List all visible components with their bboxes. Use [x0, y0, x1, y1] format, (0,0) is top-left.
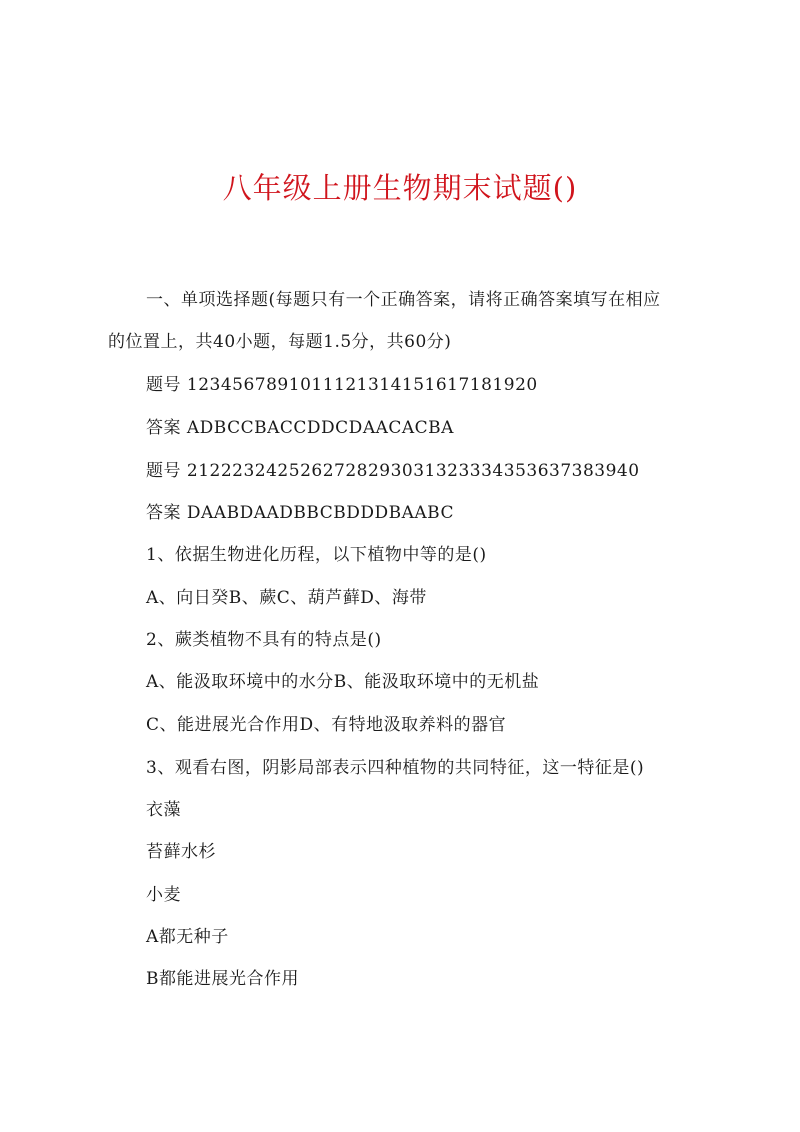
question-2: 2、蕨类植物不具有的特点是()	[146, 630, 382, 650]
answer-row-2: 答案 DAABDAADBBCBDDDBAABC	[146, 503, 454, 523]
question-2-options-cd: C、能进展光合作用D、有特地汲取养料的器官	[146, 715, 507, 735]
question-number-row-1: 题号 1234567891011121314151617181920	[146, 375, 538, 395]
question-number-row-2: 题号 2122232425262728293031323334353637383940	[146, 461, 640, 481]
question-3: 3、观看右图，阴影局部表示四种植物的共同特征，这一特征是()	[146, 758, 645, 778]
question-2-options-ab: A、能汲取环境中的水分B、能汲取环境中的无机盐	[146, 672, 540, 692]
answer-row-1: 答案 ADBCCBACCDDCDAACACBA	[146, 418, 454, 438]
question-3-option-b: B都能进展光合作用	[146, 969, 299, 989]
section-intro-line-2: 的位置上，共40小题，每题1.5分，共60分)	[108, 332, 452, 352]
question-1-options: A、向日癸B、蕨C、葫芦藓D、海带	[146, 588, 427, 608]
section-intro-line-1: 一、单项选择题(每题只有一个正确答案，请将正确答案填写在相应	[146, 290, 661, 310]
question-3-option-a: A都无种子	[146, 927, 229, 947]
page-title: 八年级上册生物期末试题()	[222, 171, 578, 205]
figure-label-wheat: 小麦	[146, 885, 181, 905]
figure-label-moss-metasequoia: 苔藓水杉	[146, 842, 216, 862]
question-1: 1、依据生物进化历程，以下植物中等的是()	[146, 545, 487, 565]
figure-label-chlamydomonas: 衣藻	[146, 800, 181, 820]
